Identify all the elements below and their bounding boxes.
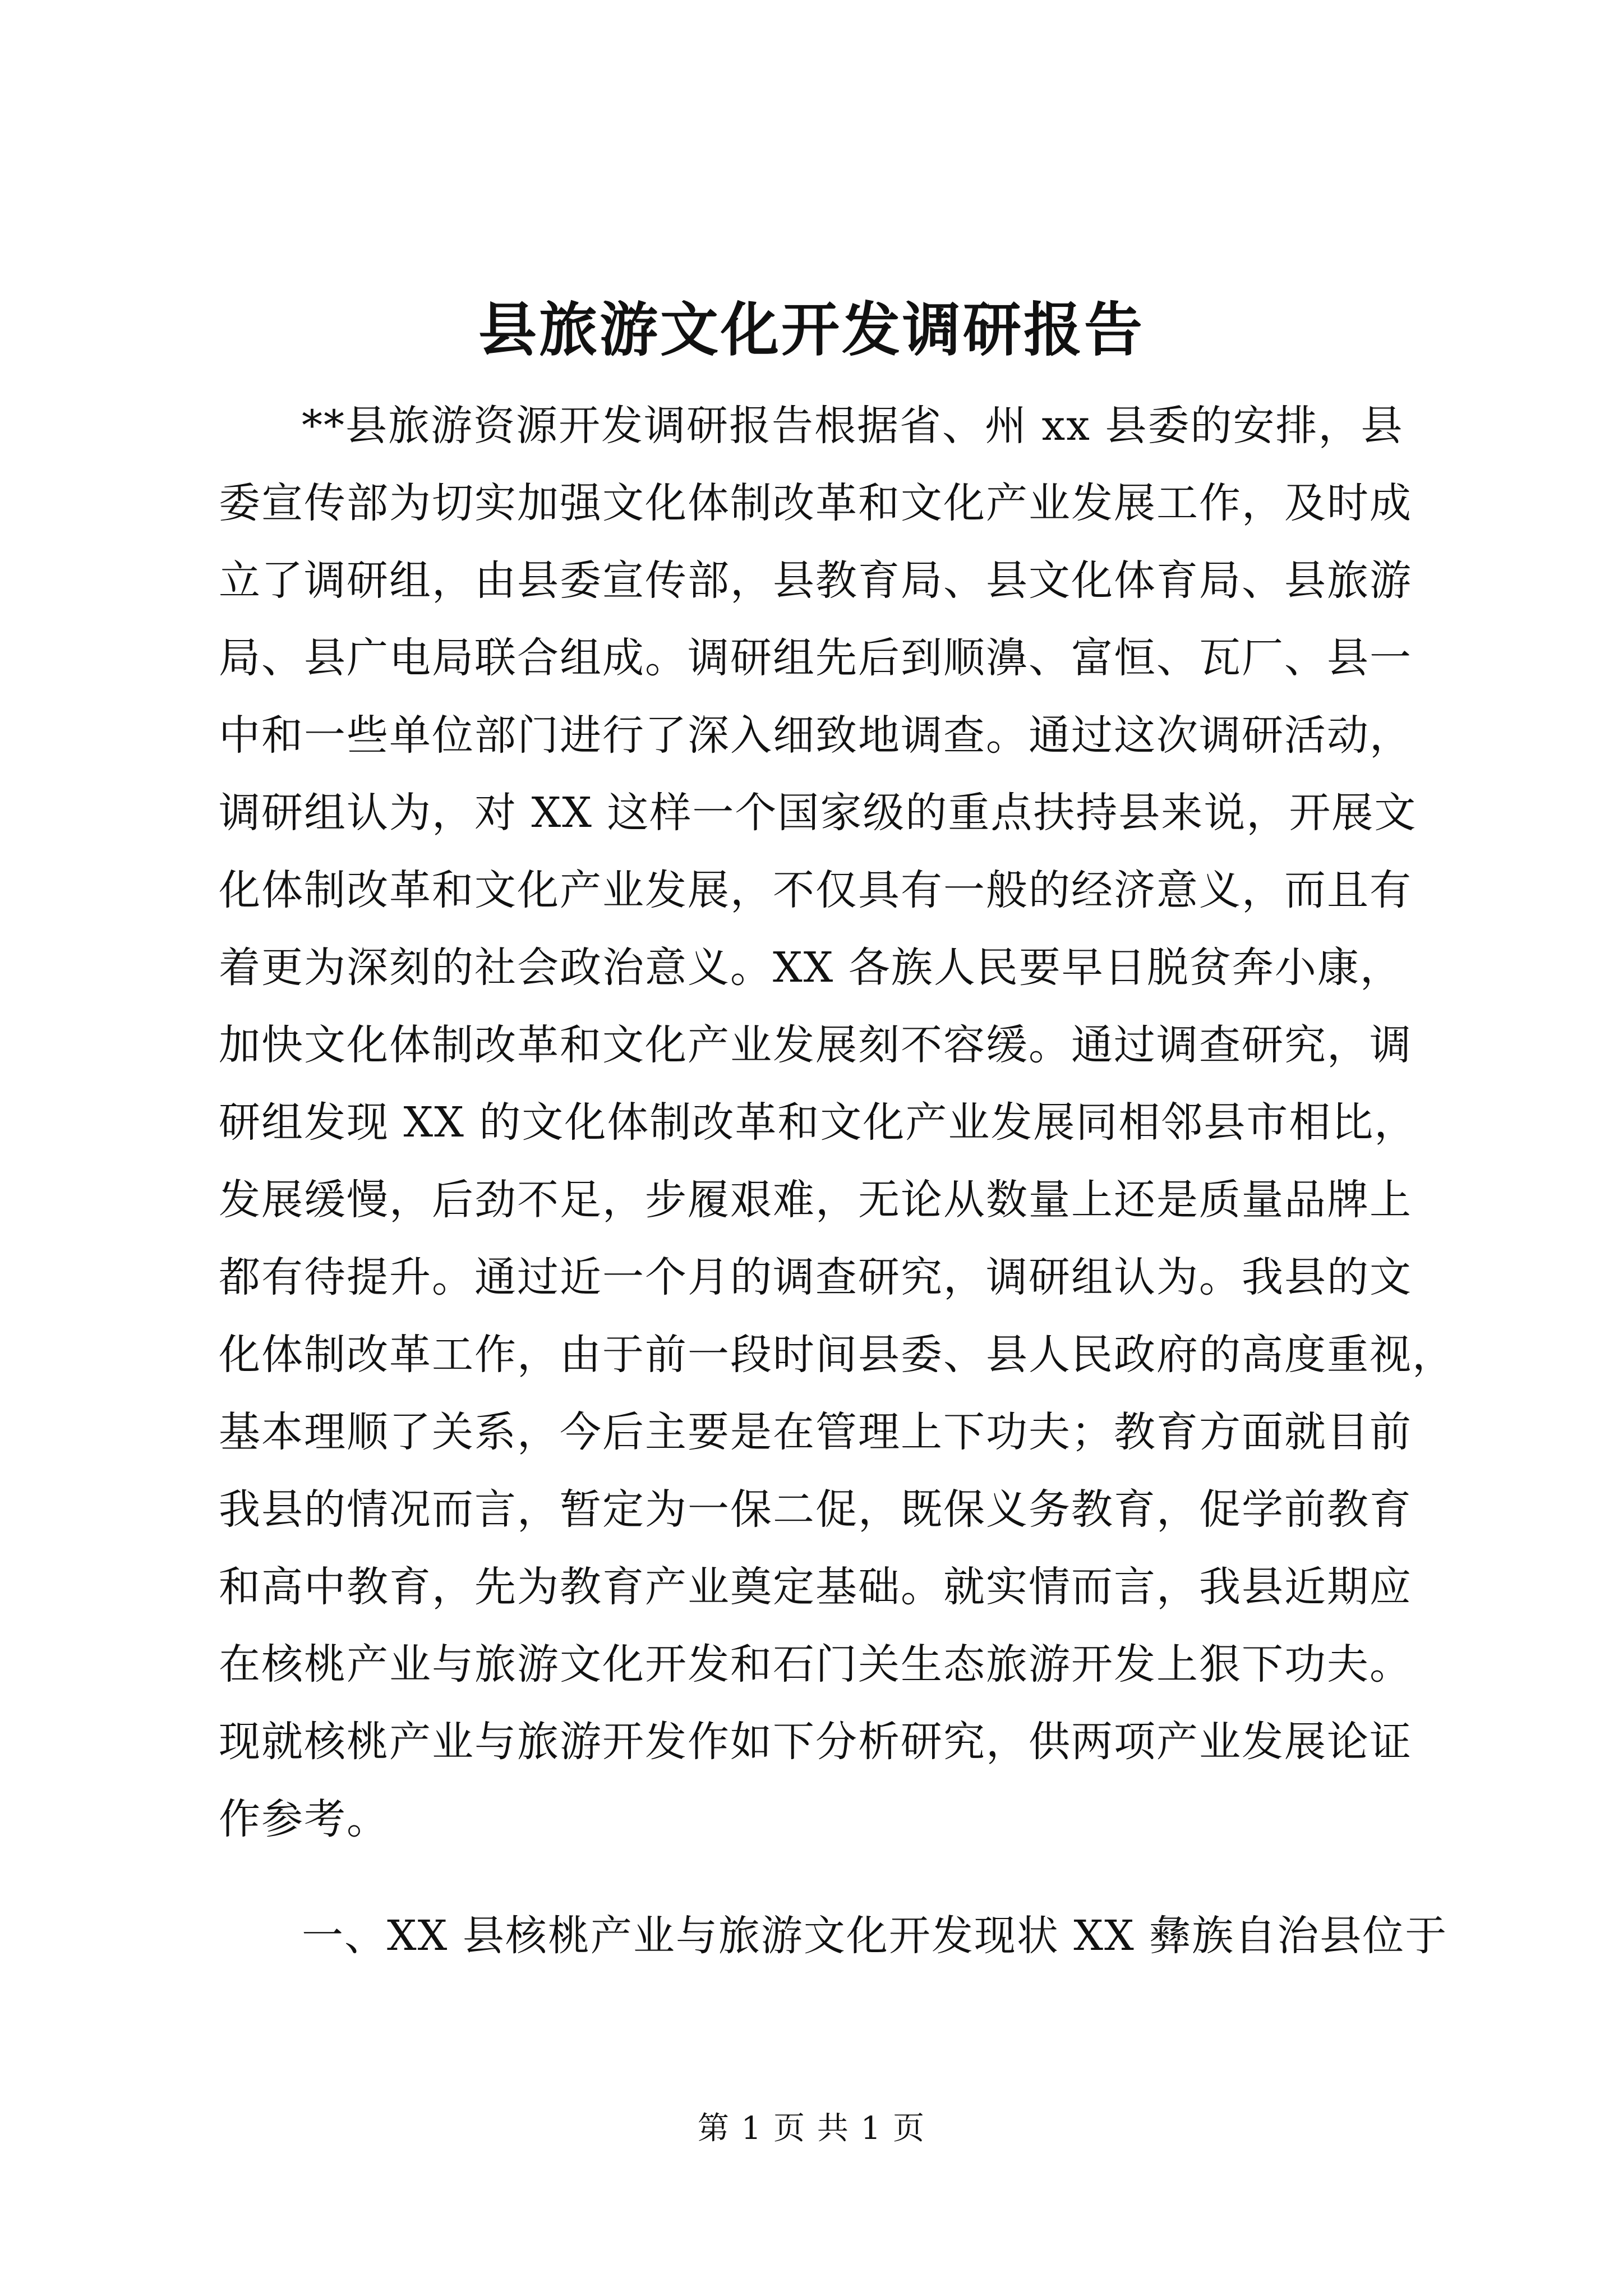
document-title: 县旅游文化开发调研报告 <box>478 295 1145 364</box>
paragraph-line: 都有待提升。通过近一个月的调查研究，调研组认为。我县的文 <box>219 1253 1412 1301</box>
paragraph-line: 立了调研组，由县委宣传部，县教育局、县文化体育局、县旅游 <box>219 556 1412 605</box>
paragraph-line: 中和一些单位部门进行了深入细致地调查。通过这次调研活动， <box>219 711 1412 760</box>
paragraph-line: 委宣传部为切实加强文化体制改革和文化产业发展工作，及时成 <box>219 479 1412 527</box>
paragraph-line: 着更为深刻的社会政治意义。XX 各族人民要早日脱贫奔小康， <box>219 944 1403 992</box>
paragraph-line: 化体制改革工作，由于前一段时间县委、县人民政府的高度重视， <box>219 1331 1455 1379</box>
paragraph-line: 研组发现 XX 的文化体制改革和文化产业发展同相邻县市相比， <box>219 1098 1417 1147</box>
section-heading-line: 一、XX 县核桃产业与旅游文化开发现状 XX 彝族自治县位于 <box>302 1912 1448 1960</box>
paragraph-line: 调研组认为，对 XX 这样一个国家级的重点扶持县来说，开展文 <box>219 789 1417 837</box>
paragraph-line: 作参考。 <box>219 1795 389 1843</box>
document-body <box>219 387 1455 1975</box>
paragraph-line: 在核桃产业与旅游文化开发和石门关生态旅游开发上狠下功夫。 <box>219 1640 1412 1688</box>
paragraph-line: 我县的情况而言，暂定为一保二促，既保义务教育，促学前教育 <box>219 1485 1412 1534</box>
paragraph-line: 现就核桃产业与旅游开发作如下分析研究，供两项产业发展论证 <box>219 1718 1412 1766</box>
paragraph-line: 和高中教育，先为教育产业奠定基础。就实情而言，我县近期应 <box>219 1563 1412 1611</box>
paragraph-line: 局、县广电局联合组成。调研组先后到顺濞、富恒、瓦厂、县一 <box>219 634 1412 682</box>
paragraph-line: 基本理顺了关系，今后主要是在管理上下功夫；教育方面就目前 <box>219 1408 1412 1456</box>
paragraph-line: 化体制改革和文化产业发展，不仅具有一般的经济意义，而且有 <box>219 866 1412 914</box>
paragraph-line: 加快文化体制改革和文化产业发展刻不容缓。通过调查研究，调 <box>219 1021 1412 1069</box>
paragraph-line: **县旅游资源开发调研报告根据省、州 xx 县委的安排，县 <box>302 402 1404 450</box>
page-footer: 第 1 页 共 1 页 <box>697 2110 926 2147</box>
paragraph-line: 发展缓慢，后劲不足，步履艰难，无论从数量上还是质量品牌上 <box>219 1176 1412 1224</box>
